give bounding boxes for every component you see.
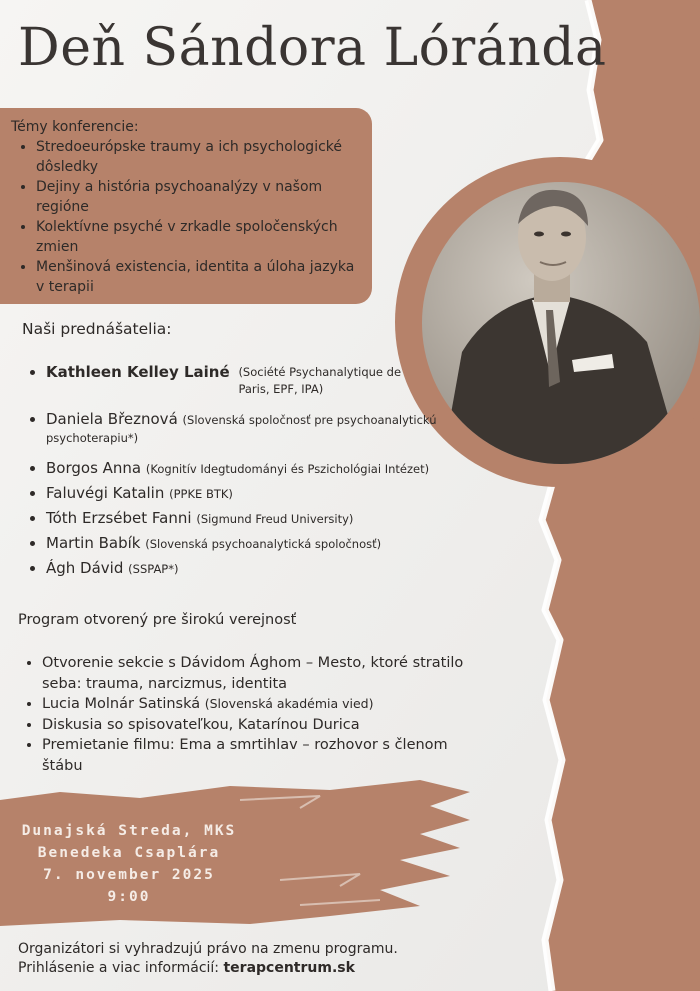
speaker-name: Martin Babík xyxy=(46,534,141,552)
topic-item: • Stredoeurópske traumy a ich psychologické dôsledky xyxy=(36,137,366,177)
footer-registration-label: Prihlásenie a viac informácií: xyxy=(18,960,220,976)
program-item xyxy=(42,715,492,736)
speakers-list xyxy=(24,364,476,578)
website-link[interactable]: terapcentrum.sk xyxy=(223,960,355,976)
speakers-heading: Naši prednášatelia: xyxy=(22,320,172,338)
program-text: Lucia Molnár Satinská xyxy=(42,696,201,712)
program-item xyxy=(42,735,492,776)
speaker-item xyxy=(46,510,476,528)
program-text: Otvorenie sekcie s Dávidom Ághom – Mesto, ktoré stratilo seba: trauma, narcizmus, identita xyxy=(42,655,464,692)
speaker-affiliation: (PPKE BTK) xyxy=(169,487,233,501)
speaker-item xyxy=(46,364,476,398)
footer xyxy=(18,940,398,978)
event-time: 9:00 xyxy=(107,889,151,905)
program-text: Diskusia so spisovateľkou, Katarínou Durica xyxy=(42,716,360,733)
venue-line-1: Dunajská Streda, MKS xyxy=(21,823,237,839)
speaker-item xyxy=(46,460,476,478)
event-date: 7. november 2025 xyxy=(43,867,215,883)
speaker-name: Kathleen Kelley Lainé xyxy=(46,363,230,381)
speaker-affiliation: (Slovenská psychoanalytická spoločnosť) xyxy=(145,537,382,551)
speaker-name: Tóth Erzsébet Fanni xyxy=(46,509,192,527)
program-affiliation: (Slovenská akadémia vied) xyxy=(204,696,374,711)
topic-item: • Kolektívne psyché v zrkadle spoločenských zmien xyxy=(36,217,366,257)
topics-box xyxy=(0,108,372,304)
speaker-name: Faluvégi Katalin xyxy=(46,484,165,502)
topic-item: • Dejiny a história psychoanalýzy v našom regióne xyxy=(36,177,366,217)
program-text: Premietanie filmu: Ema a smrtihlav – rozhovor s členom štábu xyxy=(42,737,448,774)
speaker-affiliation: (Slovenská spoločnosť pre psychoanalytickú psychoterapiu*) xyxy=(46,413,437,445)
topics-list xyxy=(14,137,366,297)
topics-heading: Témy konferencie: xyxy=(11,119,139,135)
program-item xyxy=(42,653,492,694)
speaker-affiliation: (SSPAP*) xyxy=(128,562,179,576)
speaker-affiliation: (Sigmund Freud University) xyxy=(196,512,354,526)
page-title: Deň Sándora Lóránda xyxy=(18,18,607,78)
topic-item: • Menšinová existencia, identita a úloha jazyka v terapii xyxy=(36,257,366,297)
speaker-name: Borgos Anna xyxy=(46,459,142,477)
speaker-item xyxy=(46,485,476,503)
speaker-item xyxy=(46,411,476,447)
speaker-affiliation: (Kognitív Idegtudományi és Pszichológiai Intézet) xyxy=(145,462,430,476)
program-list xyxy=(20,653,492,776)
speaker-item xyxy=(46,535,476,553)
venue-line-2: Benedeka Csaplára xyxy=(37,845,221,861)
program-item xyxy=(42,694,492,715)
speaker-affiliation: (Société Psychanalytique de Paris, EPF, IPA) xyxy=(238,365,402,396)
footer-registration xyxy=(18,959,398,978)
speaker-name: Daniela Březnová xyxy=(46,410,178,428)
footer-note: Organizátori si vyhradzujú právo na zmenu programu. xyxy=(18,941,398,957)
speaker-name: Ágh Dávid xyxy=(46,559,124,577)
venue-block xyxy=(0,820,258,908)
program-heading: Program otvorený pre širokú verejnosť xyxy=(18,612,297,628)
speaker-item xyxy=(46,560,476,578)
